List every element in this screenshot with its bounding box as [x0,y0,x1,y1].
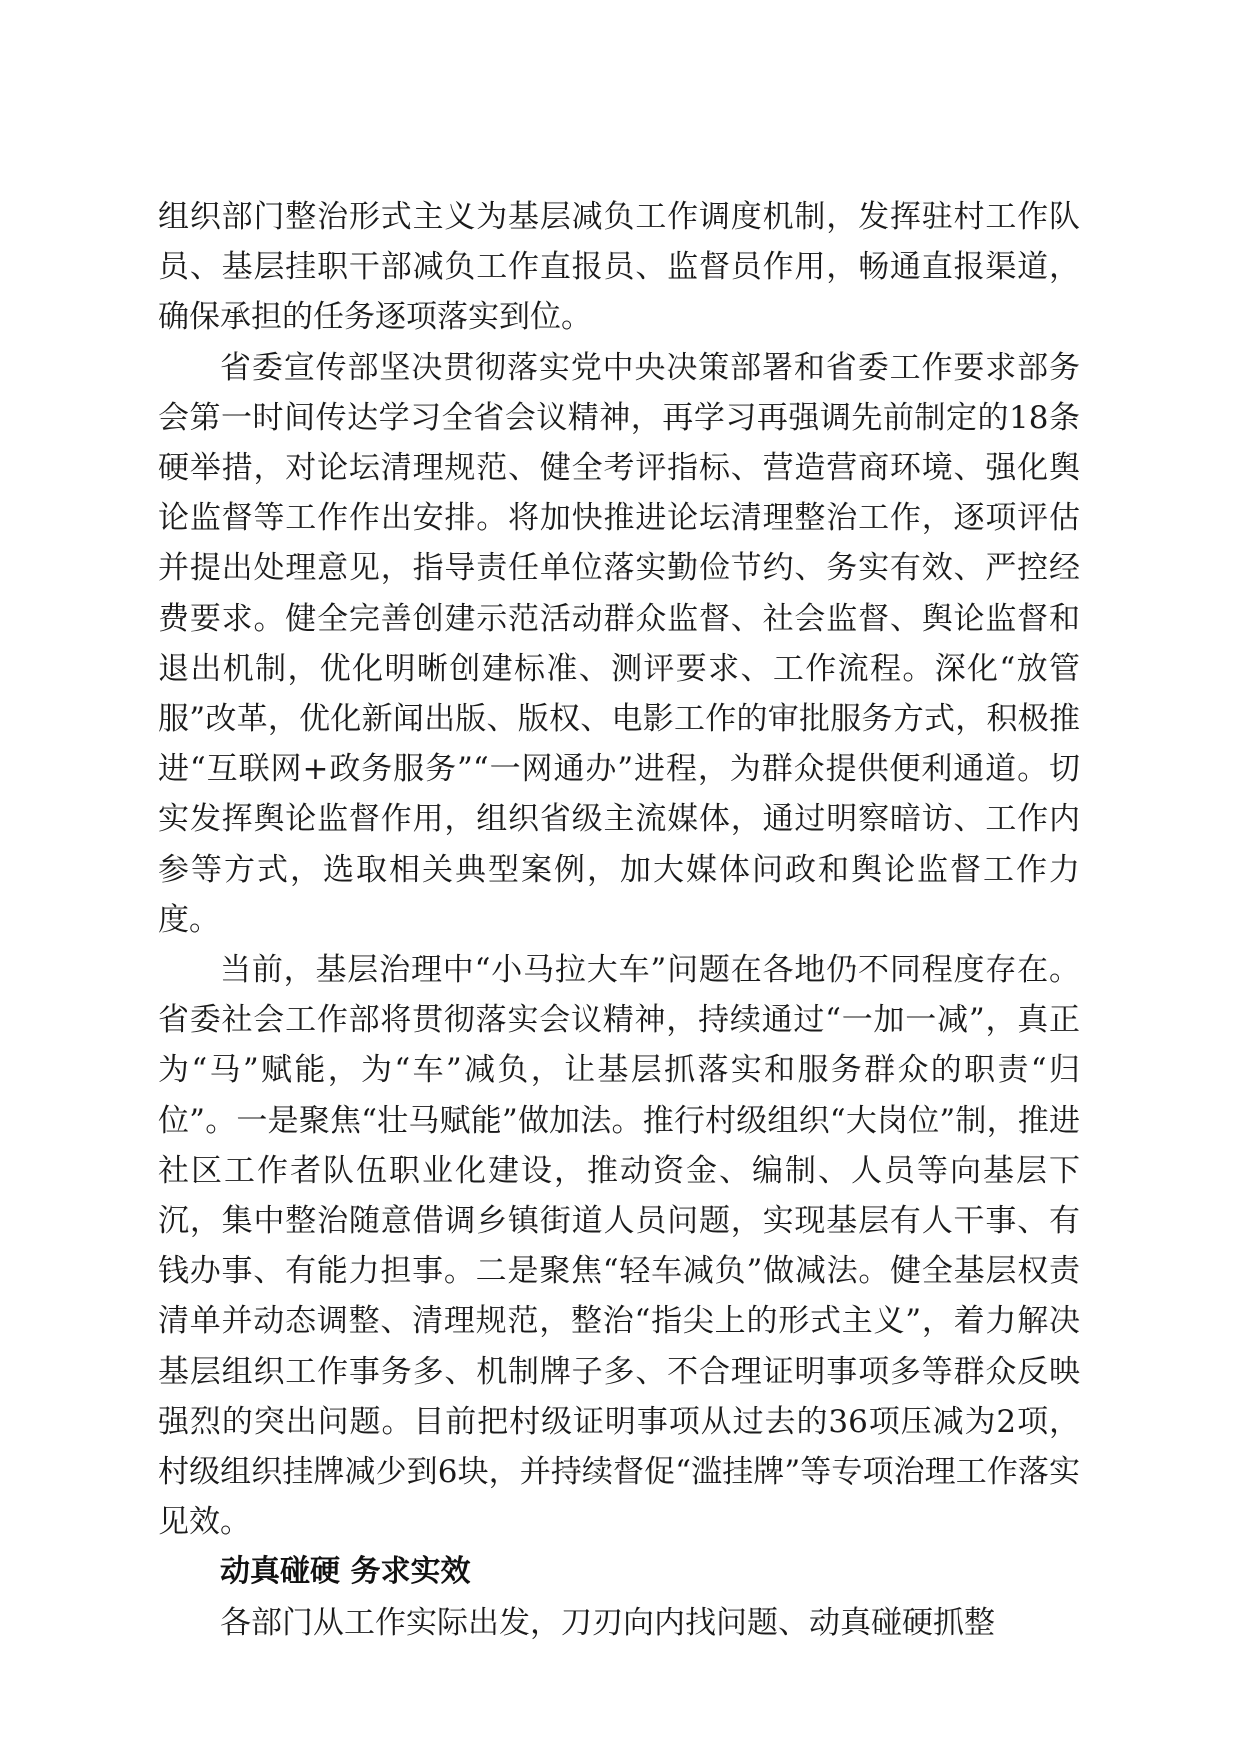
document-body [158,192,1080,1648]
paragraph-propaganda-dept: 省委宣传部坚决贯彻落实党中央决策部署和省委工作要求部务会第一时间传达学习全省会议精神，再学习再强调先前制定的18条硬举措，对论坛清理规范、健全考评指标、营造营商环境、强化舆论监督等工作作出安排。将加快推进论坛清理整治工作，逐项评估并提出处理意见，指导责任单位落实勤俭节约、务实有效、严控经费要求。健全完善创建示范活动群众监督、社会监督、舆论监督和退出机制，优化明晰创建标准、测评要求、工作流程。深化“放管服”改革，优化新闻出版、版权、电影工作的审批服务方式，积极推进“互联网+政务服务”“一网通办”进程，为群众提供便利通道。切实发挥舆论监督作用，组织省级主流媒体，通过明察暗访、工作内参等方式，选取相关典型案例，加大媒体问政和舆论监督工作力度。 [158,349,1080,938]
paragraph-social-work-dept: 当前，基层治理中“小马拉大车”问题在各地仍不同程度存在。省委社会工作部将贯彻落实会议精神，持续通过“一加一减”，真正为“马”赋能，为“车”减负，让基层抓落实和服务群众的职责“归位”。一是聚焦“壮马赋能”做加法。推行村级组织“大岗位”制，推进社区工作者队伍职业化建设，推动资金、编制、人员等向基层下沉，集中整治随意借调乡镇街道人员问题，实现基层有人干事、有钱办事、有能力担事。二是聚焦“轻车减负”做减法。健全基层权责清单并动态调整、清理规范，整治“指尖上的形式主义”，着力解决基层组织工作事务多、机制牌子多、不合理证明事项多等群众反映强烈的突出问题。目前把村级证明事项从过去的36项压减为2项，村级组织挂牌减少到6块，并持续督促“滥挂牌”等专项治理工作落实见效。 [158,952,1080,1541]
section-heading: 动真碰硬 务求实效 [220,1554,471,1590]
paragraph-departments: 各部门从工作实际出发，刀刃向内找问题、动真碰硬抓整 [220,1604,995,1641]
paragraph-organization-dept: 组织部门整治形式主义为基层减负工作调度机制，发挥驻村工作队员、基层挂职干部减负工作直报员、监督员作用，畅通直报渠道，确保承担的任务逐项落实到位。 [158,199,1080,336]
